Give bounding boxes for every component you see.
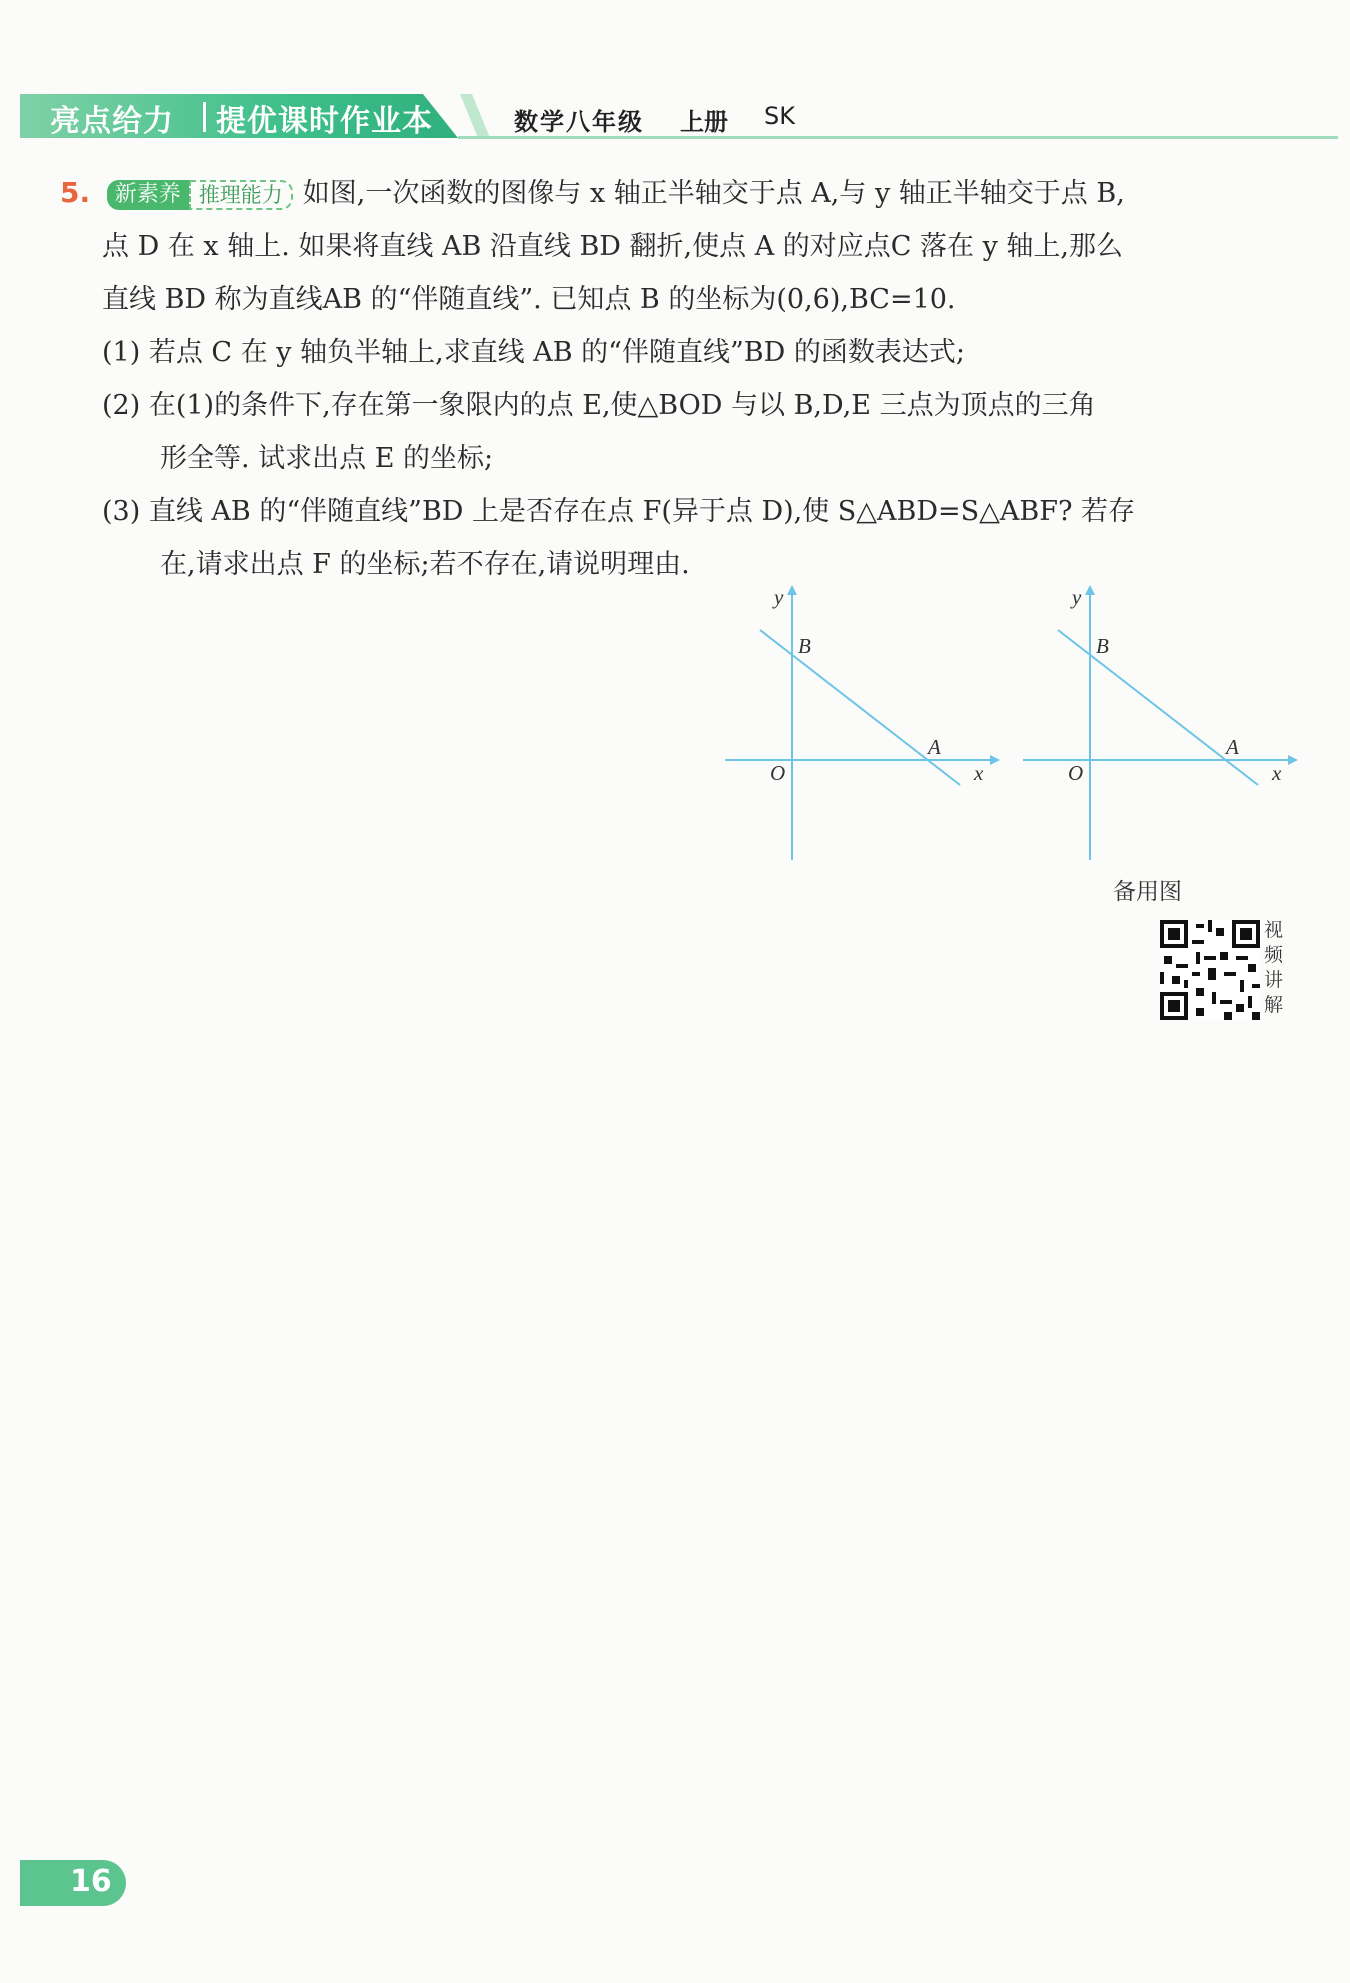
line-ab [760, 630, 960, 785]
part-2: (2) 在(1)的条件下,存在第一象限内的点 E,使△BOD 与以 B,D,E 三点为顶点的三角 [102, 390, 1096, 421]
figure-caption: 备用图 [1113, 879, 1182, 905]
part-3: (3) 直线 AB 的“伴随直线”BD 上是否存在点 F(异于点 D),使 S△ABD=S△ABF? 若存 [102, 496, 1136, 527]
x-axis-label: x [1272, 761, 1282, 785]
series-title: 亮点给力 [50, 104, 174, 139]
page-header [20, 88, 1320, 144]
x-axis-label: x [974, 761, 984, 785]
origin-label: O [770, 761, 786, 785]
figure-spare [1018, 580, 1298, 870]
part-2-continued: 形全等. 试求出点 E 的坐标; [160, 443, 494, 474]
y-axis-arrow [787, 585, 797, 595]
part-1: (1) 若点 C 在 y 轴负半轴上,求直线 AB 的“伴随直线”BD 的函数表达式; [102, 337, 965, 368]
x-axis-arrow [990, 755, 1000, 765]
y-axis-label: y [1072, 585, 1082, 609]
y-axis-arrow [1085, 585, 1095, 595]
point-b-label: B [798, 634, 811, 658]
point-a-label: A [928, 735, 941, 759]
header-chevron [460, 94, 490, 138]
literacy-tag: 新素养 [107, 180, 189, 210]
book-title: 提优课时作业本 [216, 104, 433, 139]
stem-line-3: 直线 BD 称为直线AB 的“伴随直线”. 已知点 B 的坐标为(0,6),BC=10. [102, 284, 956, 315]
qr-code-icon[interactable] [1160, 920, 1260, 1020]
part-3-continued: 在,请求出点 F 的坐标;若不存在,请说明理由. [160, 549, 690, 580]
line-ab [1058, 630, 1258, 785]
problem-block [60, 166, 1300, 591]
problem-line-1 [60, 166, 1300, 220]
x-axis-arrow [1288, 755, 1298, 765]
problem-number: 5. [60, 176, 91, 209]
page-number: 16 [70, 1864, 112, 1899]
stem-line-2: 点 D 在 x 轴上. 如果将直线 AB 沿直线 BD 翻折,使点 A 的对应点C 落在 y 轴上,那么 [102, 231, 1124, 262]
header-separator [203, 102, 206, 132]
figure-main [720, 580, 1000, 870]
volume-label: 上册 [680, 108, 728, 136]
stem-text: 如图,一次函数的图像与 x 轴正半轴交于点 A,与 y 轴正半轴交于点 B, [302, 178, 1125, 209]
y-axis-label: y [774, 585, 784, 609]
origin-label: O [1068, 761, 1084, 785]
qr-label: 视频讲解 [1264, 919, 1284, 1016]
edition-label: SK [764, 102, 795, 130]
ability-tag: 推理能力 [189, 180, 293, 210]
point-a-label: A [1226, 735, 1239, 759]
point-b-label: B [1096, 634, 1109, 658]
subject-label: 数学八年级 [514, 108, 644, 136]
